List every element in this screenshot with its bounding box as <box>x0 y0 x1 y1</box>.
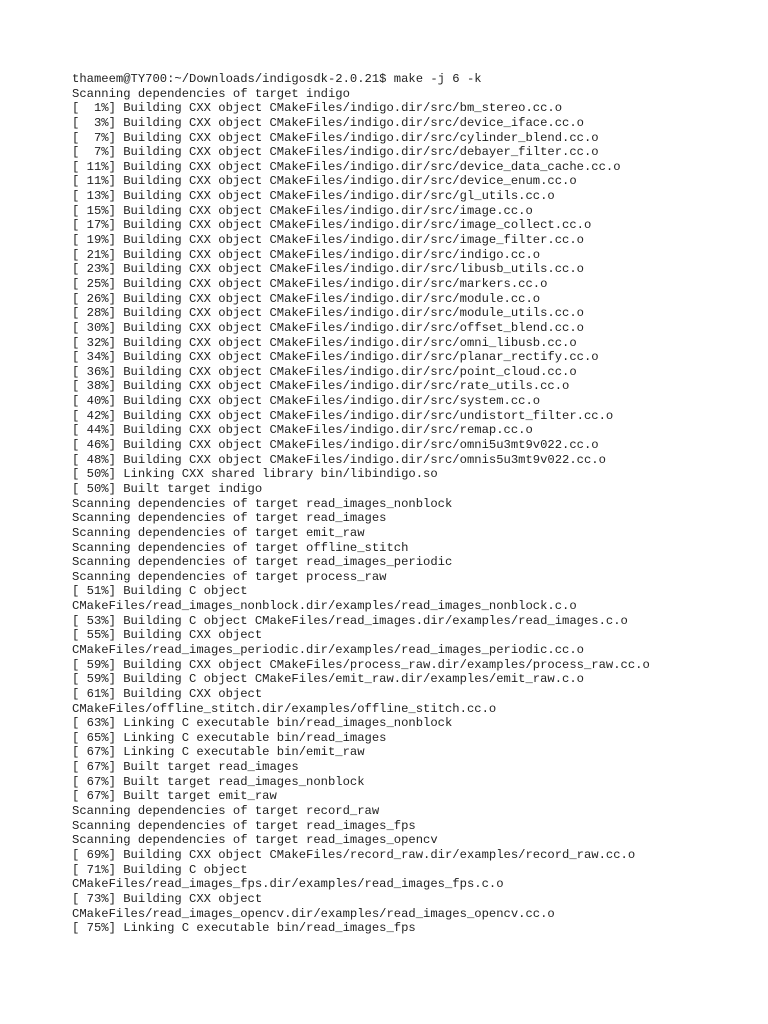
terminal-line: [ 34%] Building CXX object CMakeFiles/indigo.dir/src/planar_rectify.cc.o <box>72 350 599 365</box>
terminal-line: [ 19%] Building CXX object CMakeFiles/indigo.dir/src/image_filter.cc.o <box>72 233 584 248</box>
terminal-line: [ 67%] Built target read_images <box>72 760 299 775</box>
terminal-line: [ 59%] Building C object CMakeFiles/emit_raw.dir/examples/emit_raw.c.o <box>72 672 584 687</box>
terminal-line: [ 38%] Building CXX object CMakeFiles/indigo.dir/src/rate_utils.cc.o <box>72 379 570 394</box>
terminal-line: [ 30%] Building CXX object CMakeFiles/indigo.dir/src/offset_blend.cc.o <box>72 320 584 335</box>
terminal-line: [ 51%] Building C object <box>72 584 248 599</box>
terminal-line: [ 15%] Building CXX object CMakeFiles/indigo.dir/src/image.cc.o <box>72 203 533 218</box>
terminal-line: Scanning dependencies of target read_images_periodic <box>72 555 453 570</box>
terminal-line: [ 61%] Building CXX object <box>72 686 263 701</box>
terminal-line: [ 32%] Building CXX object CMakeFiles/indigo.dir/src/omni_libusb.cc.o <box>72 335 577 350</box>
terminal-line: [ 7%] Building CXX object CMakeFiles/indigo.dir/src/debayer_filter.cc.o <box>72 145 599 160</box>
terminal-line: [ 21%] Building CXX object CMakeFiles/indigo.dir/src/indigo.cc.o <box>72 247 541 262</box>
terminal-line: Scanning dependencies of target indigo <box>72 86 350 101</box>
terminal-line: [ 11%] Building CXX object CMakeFiles/indigo.dir/src/device_data_cache.cc.o <box>72 159 621 174</box>
terminal-line: [ 67%] Linking C executable bin/emit_raw <box>72 745 365 760</box>
terminal-line: CMakeFiles/read_images_opencv.dir/examples/read_images_opencv.cc.o <box>72 906 555 921</box>
terminal-line: [ 73%] Building CXX object <box>72 891 263 906</box>
terminal-line: CMakeFiles/read_images_nonblock.dir/examples/read_images_nonblock.c.o <box>72 599 577 614</box>
terminal-line: [ 65%] Linking C executable bin/read_images <box>72 730 387 745</box>
terminal-line: [ 55%] Building CXX object <box>72 628 263 643</box>
terminal-line: [ 25%] Building CXX object CMakeFiles/indigo.dir/src/markers.cc.o <box>72 276 548 291</box>
terminal-line: [ 28%] Building CXX object CMakeFiles/indigo.dir/src/module_utils.cc.o <box>72 306 584 321</box>
terminal-line: [ 42%] Building CXX object CMakeFiles/indigo.dir/src/undistort_filter.cc.o <box>72 408 614 423</box>
terminal-line: [ 59%] Building CXX object CMakeFiles/process_raw.dir/examples/process_raw.cc.o <box>72 657 650 672</box>
terminal-line: CMakeFiles/read_images_fps.dir/examples/read_images_fps.c.o <box>72 877 504 892</box>
terminal-line: [ 50%] Linking CXX shared library bin/libindigo.so <box>72 467 438 482</box>
terminal-output <box>72 72 762 936</box>
terminal-line: [ 17%] Building CXX object CMakeFiles/indigo.dir/src/image_collect.cc.o <box>72 218 592 233</box>
terminal-line: Scanning dependencies of target read_images_opencv <box>72 833 438 848</box>
terminal-line: [ 75%] Linking C executable bin/read_images_fps <box>72 921 416 936</box>
terminal-line: [ 11%] Building CXX object CMakeFiles/indigo.dir/src/device_enum.cc.o <box>72 174 577 189</box>
terminal-line: [ 46%] Building CXX object CMakeFiles/indigo.dir/src/omni5u3mt9v022.cc.o <box>72 438 599 453</box>
terminal-line: CMakeFiles/offline_stitch.dir/examples/offline_stitch.cc.o <box>72 701 497 716</box>
terminal-line: [ 69%] Building CXX object CMakeFiles/record_raw.dir/examples/record_raw.cc.o <box>72 847 636 862</box>
terminal-line: [ 26%] Building CXX object CMakeFiles/indigo.dir/src/module.cc.o <box>72 291 541 306</box>
terminal-line: Scanning dependencies of target record_raw <box>72 804 380 819</box>
terminal-line: [ 71%] Building C object <box>72 862 248 877</box>
shell-command-line: thameem@TY700:~/Downloads/indigosdk-2.0.21$ make -j 6 -k <box>72 72 482 86</box>
terminal-line: [ 36%] Building CXX object CMakeFiles/indigo.dir/src/point_cloud.cc.o <box>72 364 577 379</box>
terminal-line: [ 1%] Building CXX object CMakeFiles/indigo.dir/src/bm_stereo.cc.o <box>72 101 563 116</box>
terminal-line: Scanning dependencies of target read_images <box>72 511 387 526</box>
terminal-line: [ 3%] Building CXX object CMakeFiles/indigo.dir/src/device_iface.cc.o <box>72 115 584 130</box>
terminal-line: [ 63%] Linking C executable bin/read_images_nonblock <box>72 716 453 731</box>
terminal-line: CMakeFiles/read_images_periodic.dir/examples/read_images_periodic.cc.o <box>72 642 584 657</box>
terminal-line: [ 48%] Building CXX object CMakeFiles/indigo.dir/src/omnis5u3mt9v022.cc.o <box>72 452 606 467</box>
terminal-line: [ 7%] Building CXX object CMakeFiles/indigo.dir/src/cylinder_blend.cc.o <box>72 130 599 145</box>
terminal-line: Scanning dependencies of target emit_raw <box>72 525 365 540</box>
terminal-line: [ 40%] Building CXX object CMakeFiles/indigo.dir/src/system.cc.o <box>72 394 541 409</box>
terminal-line: Scanning dependencies of target process_raw <box>72 569 387 584</box>
terminal-line: [ 13%] Building CXX object CMakeFiles/indigo.dir/src/gl_utils.cc.o <box>72 189 555 204</box>
terminal-line: [ 23%] Building CXX object CMakeFiles/indigo.dir/src/libusb_utils.cc.o <box>72 262 584 277</box>
terminal-line: Scanning dependencies of target read_images_nonblock <box>72 496 453 511</box>
terminal-line: [ 67%] Built target read_images_nonblock <box>72 774 365 789</box>
terminal-line: [ 67%] Built target emit_raw <box>72 789 277 804</box>
terminal-line: Scanning dependencies of target read_images_fps <box>72 818 416 833</box>
terminal-line: [ 50%] Built target indigo <box>72 481 263 496</box>
terminal-line: [ 53%] Building C object CMakeFiles/read_images.dir/examples/read_images.c.o <box>72 613 628 628</box>
terminal-line: Scanning dependencies of target offline_stitch <box>72 540 409 555</box>
terminal-line: [ 44%] Building CXX object CMakeFiles/indigo.dir/src/remap.cc.o <box>72 423 533 438</box>
